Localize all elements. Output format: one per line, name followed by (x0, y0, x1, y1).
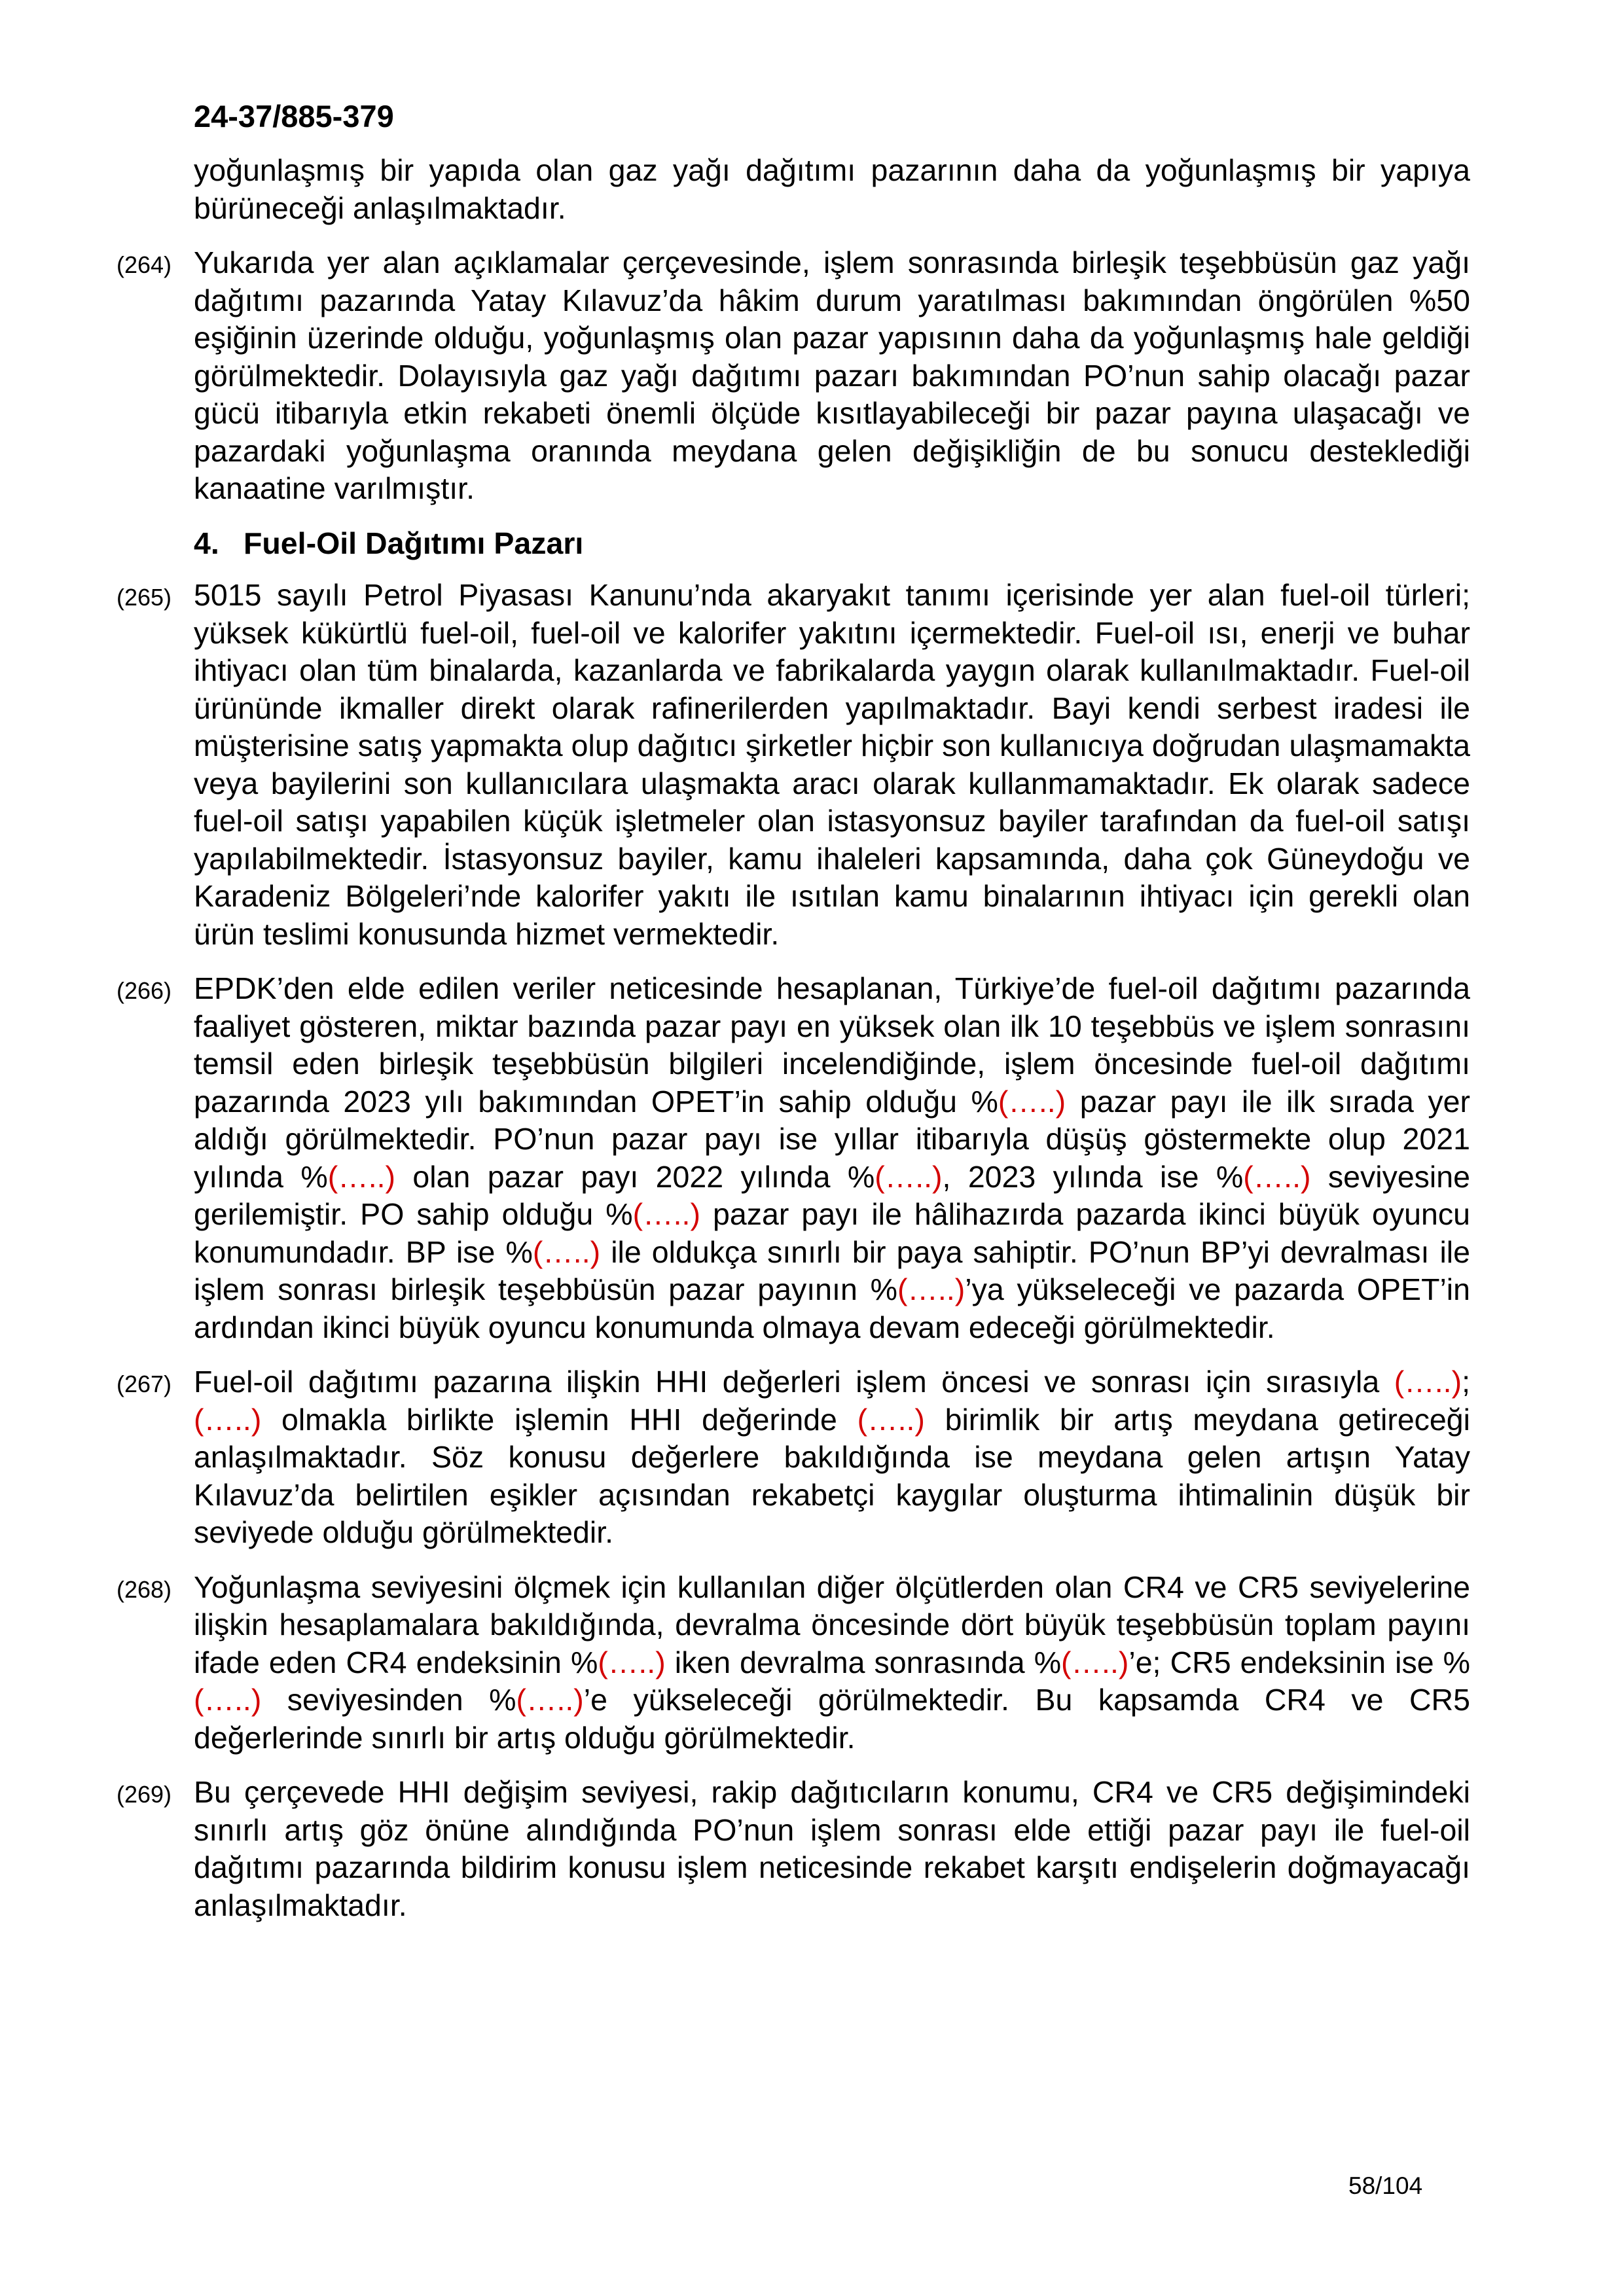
text-segment: pazar payı ile hâlihazırda pazarda ikinci büyük oyuncu konumundadır. BP ise % (194, 1197, 1470, 1269)
paragraph-number: (266) (117, 977, 172, 1004)
text-segment: ’e yükseleceği görülmektedir. Bu kapsamda CR4 ve CR5 değerlerinde sınırlı bir artış olduğu görülmektedir. (194, 1683, 1470, 1755)
text-segment: ’e; CR5 endeksinin ise % (1128, 1645, 1470, 1679)
text-segment: pazar payı ile ilk sırada yer aldığı görülmektedir. PO’nun pazar payı ise yıllar itibarıyla düşüş göstermekte olup 2021 yılında % (194, 1084, 1470, 1194)
paragraph-number: (265) (117, 584, 172, 611)
intro-continuation (194, 152, 1470, 227)
redacted-value: (…..) (532, 1234, 601, 1269)
document-body (117, 152, 1470, 1941)
paragraph-268 (117, 1569, 1470, 1757)
paragraph-number: (268) (117, 1575, 172, 1603)
redacted-value: (…..) (897, 1272, 965, 1306)
redacted-value: (…..) (194, 1683, 262, 1717)
redacted-value: (…..) (327, 1159, 396, 1194)
paragraph-266 (117, 970, 1470, 1346)
redacted-value: (…..) (632, 1197, 700, 1231)
paragraph-264 (117, 244, 1470, 508)
text-segment: ’ya yükseleceği ve pazarda OPET’in ardından ikinci büyük oyuncu konumunda olmaya devam edeceği görülmektedir. (194, 1272, 1470, 1344)
redacted-value: (…..) (516, 1683, 584, 1717)
paragraph-269 (117, 1774, 1470, 1924)
page-number: 58/104 (1348, 2172, 1423, 2199)
redacted-value: (…..) (598, 1645, 666, 1679)
text-segment: iken devralma sonrasında % (665, 1645, 1062, 1679)
section-number: 4. (194, 526, 219, 560)
redacted-value: (…..) (1394, 1365, 1462, 1399)
text-segment: olan pazar payı 2022 yılında % (395, 1159, 875, 1194)
text-segment: olmakla birlikte işlemin HHI değerinde (261, 1402, 857, 1437)
redacted-value: (…..) (857, 1402, 925, 1437)
paragraph-number: (269) (117, 1781, 172, 1808)
paragraph-267 (117, 1363, 1470, 1552)
text-segment: Yoğunlaşma seviyesini ölçmek için kullanılan diğer ölçütlerden olan CR4 ve CR5 seviyelerine ilişkin hesaplamalara bakıldığında, devralma öncesinde dört büyük teşebbüsün toplam payını ifade eden CR4 endeksinin % (194, 1570, 1470, 1679)
redacted-value: (…..) (998, 1084, 1066, 1119)
paragraph-number: (267) (117, 1371, 172, 1397)
paragraph-text: 5015 sayılı Petrol Piyasası Kanunu’nda akaryakıt tanımı içerisinde yer alan fuel-oil türleri; yüksek kükürtlü fuel-oil, fuel-oil ve kalorifer yakıtını içermektedir. Fuel-oil ısı, enerji ve buhar ihtiyacı olan tüm binalarda, kazanlarda ve fabrikalarda yaygın olarak kullanılmaktadır. Fuel-oil ürününde ikmaller direkt olarak rafinerilerden yapılmaktadır. Bayi kendi serbest iradesi ile müşterisine satış yapmakta olup dağıtıcı şirketler hiçbir son kullanıcıya doğrudan ulaşmamakta veya bayilerini son kullanıcılara ulaşmakta aracı olarak kullanmamaktadır. Ek olarak sadece fuel-oil satışı yapabilen küçük işletmeler olan istasyonsuz bayiler tarafından da fuel-oil satışı yapılabilmektedir. İstasyonsuz bayiler, kamu ihaleleri kapsamında, daha çok Güneydoğu ve Karadeniz Bölgeleri’nde kalorifer yakıtı ile ısıtılan kamu binalarının ihtiyacı için gerekli olan ürün teslimi konusunda hizmet vermektedir. (194, 578, 1470, 951)
redacted-value: (…..) (194, 1402, 262, 1437)
paragraph-text: Bu çerçevede HHI değişim seviyesi, rakip dağıtıcıların konumu, CR4 ve CR5 değişimindeki sınırlı artış göz önüne alındığında PO’nun işlem sonrası elde ettiği pazar payı ile fuel-oil dağıtımı pazarında bildirim konusu işlem neticesinde rekabet karşıtı endişelerin doğmayacağı anlaşılmaktadır. (194, 1775, 1470, 1922)
section-heading (194, 525, 1470, 563)
section-title: Fuel-Oil Dağıtımı Pazarı (244, 526, 584, 560)
redacted-value: (…..) (875, 1159, 943, 1194)
paragraph-text: Yukarıda yer alan açıklamalar çerçevesinde, işlem sonrasında birleşik teşebbüsün gaz yağı dağıtımı pazarında Yatay Kılavuz’da hâkim durum yaratılması bakımından öngörülen %50 eşiğinin üzerinde olduğu, yoğunlaşmış olan pazar yapısının daha da yoğunlaşmış hale geldiği görülmektedir. Dolayısıyla gaz yağı dağıtımı pazarı bakımından PO’nun sahip olacağı pazar gücü itibarıyla etkin rekabeti önemli ölçüde kısıtlayabileceği bir pazar payına ulaşacağı ve pazardaki yoğunlaşma oranında meydana gelen değişikliğin de bu sonucu desteklediği kanaatine varılmıştır. (194, 245, 1470, 505)
paragraph-265 (117, 577, 1470, 953)
text-segment: birimlik bir artış meydana getireceği anlaşılmaktadır. Söz konusu değerlere bakıldığında ise meydana gelen artışın Yatay Kılavuz’da belirtilen eşikler açısından rekabetçi kaygılar oluşturma ihtimalinin düşük bir seviyede olduğu görülmektedir. (194, 1402, 1470, 1549)
text-segment: Fuel-oil dağıtımı pazarına ilişkin HHI değerleri işlem öncesi ve sonrası için sırasıyla (194, 1365, 1394, 1399)
text-segment: seviyesine gerilemiştir. PO sahip olduğu % (194, 1159, 1470, 1231)
text-segment: EPDK’den elde edilen veriler neticesinde hesaplanan, Türkiye’de fuel-oil dağıtımı pazarında faaliyet gösteren, miktar bazında pazar payı en yüksek olan ilk 10 teşebbüs ve işlem sonrasını temsil eden birleşik teşebbüsün bilgileri incelendiğinde, işlem öncesinde fuel-oil dağıtımı pazarında 2023 yılı bakımından OPET’in sahip olduğu % (194, 971, 1470, 1119)
redacted-value: (…..) (1243, 1159, 1311, 1194)
document-number: 24-37/885-379 (194, 99, 394, 134)
text-segment: , 2023 yılında ise % (942, 1159, 1244, 1194)
redacted-value: (…..) (1061, 1645, 1129, 1679)
text-segment: ile oldukça sınırlı bir paya sahiptir. PO’nun BP’yi devralması ile işlem sonrası birleşik teşebbüsün pazar payının % (194, 1234, 1470, 1306)
text-segment: seviyesinden % (261, 1683, 516, 1717)
paragraph-text: yoğunlaşmış bir yapıda olan gaz yağı dağıtımı pazarının daha da yoğunlaşmış bir yapıya bürüneceği anlaşılmaktadır. (194, 153, 1470, 225)
paragraph-number: (264) (117, 251, 172, 278)
text-segment: ; (1462, 1365, 1470, 1399)
